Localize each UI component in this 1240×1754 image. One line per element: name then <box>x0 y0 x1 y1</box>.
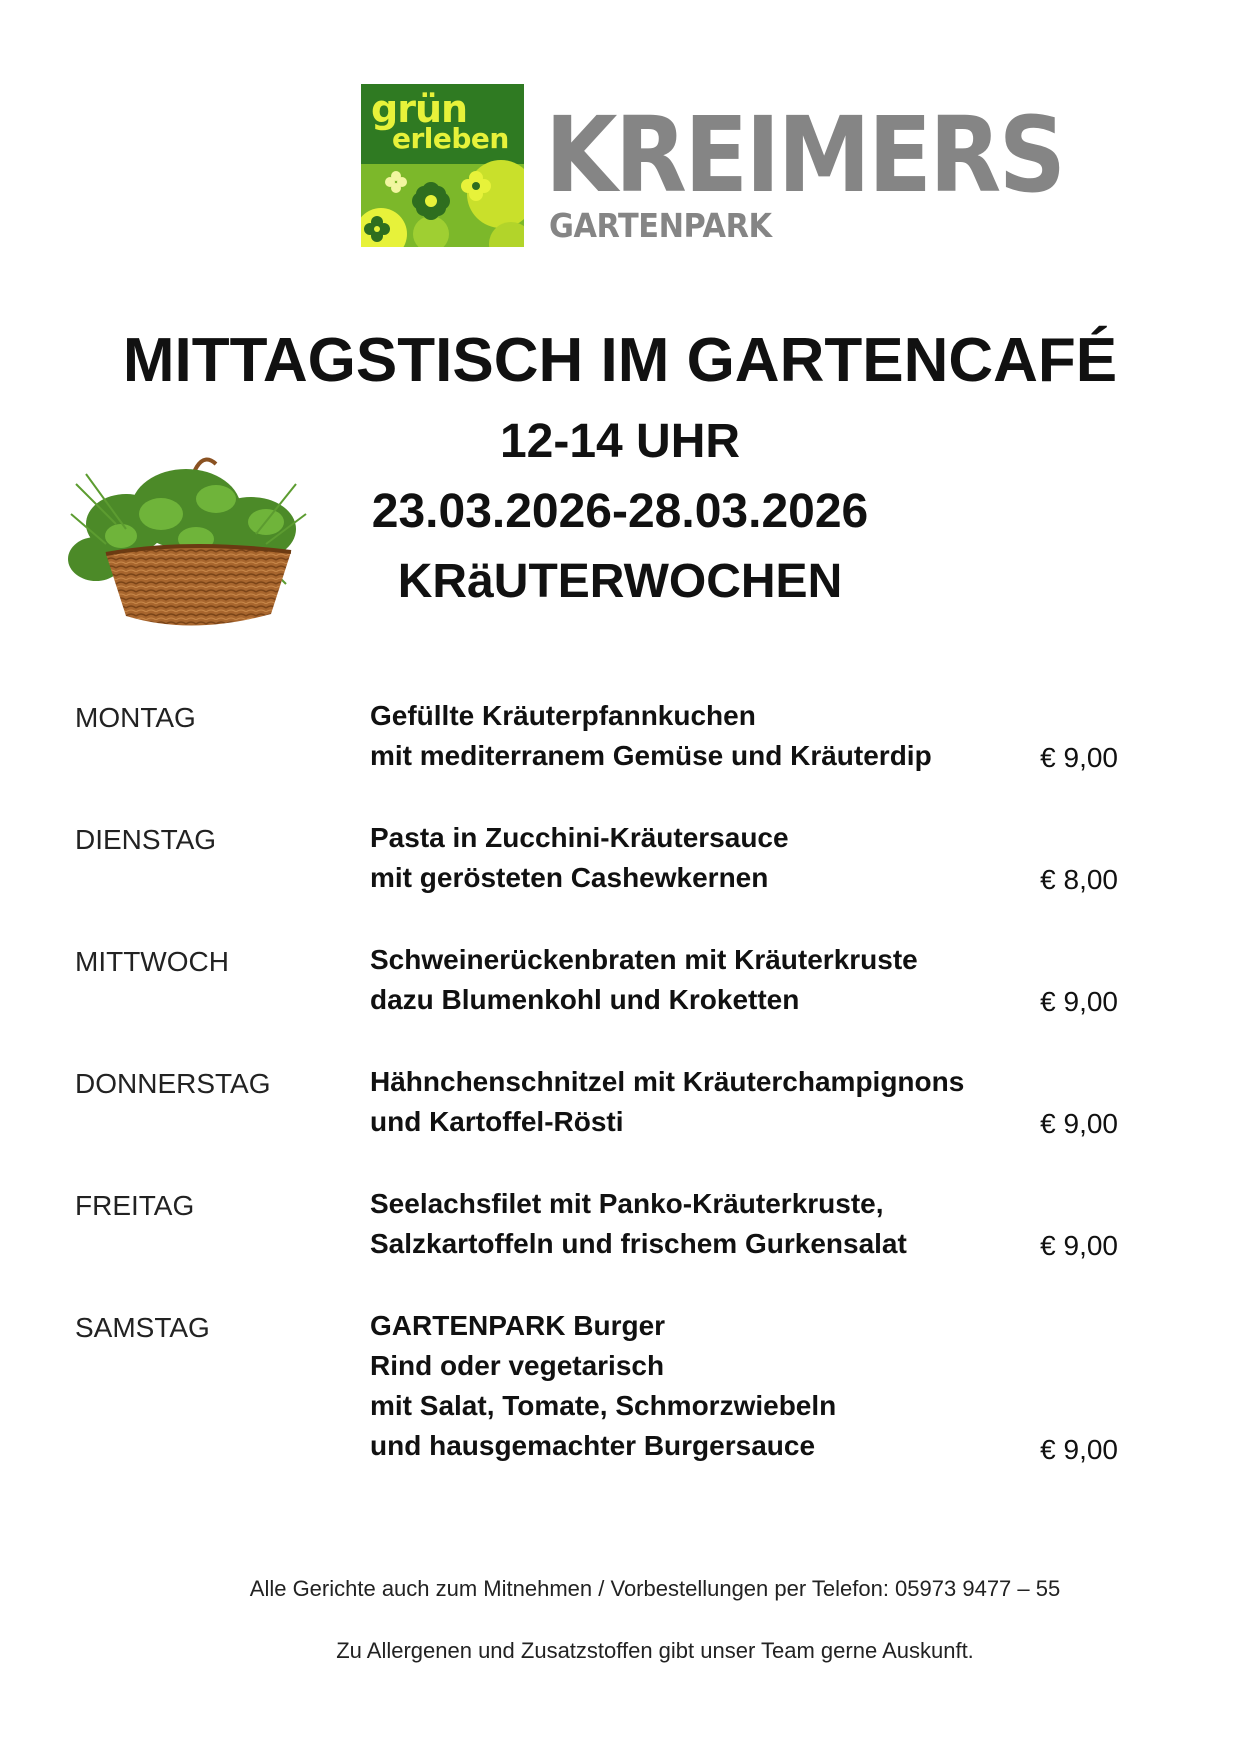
dish-line: GARTENPARK Burger <box>370 1310 666 1341</box>
dish-line: Rind oder vegetarisch <box>370 1350 665 1381</box>
dish-line: dazu Blumenkohl und Kroketten <box>370 984 800 1015</box>
day-label-samstag: SAMSTAG <box>75 1312 210 1343</box>
dish-mittwoch <box>370 940 918 1020</box>
logo-line-erleben: erleben <box>392 122 509 155</box>
dish-montag <box>370 696 932 776</box>
brand-subtitle: GARTENPARK <box>549 206 772 245</box>
day-label-mittwoch: MITTWOCH <box>75 946 229 977</box>
dish-line: mit gerösteten Cashewkernen <box>370 862 769 893</box>
dish-line: Gefüllte Kräuterpfannkuchen <box>370 700 756 731</box>
dish-line: Pasta in Zucchini-Kräutersauce <box>370 822 789 853</box>
price-samstag: € 9,00 <box>1040 1434 1118 1465</box>
dish-samstag <box>370 1306 836 1466</box>
brand-name: KREIMERS <box>545 94 1064 216</box>
price-freitag: € 9,00 <box>1040 1230 1118 1261</box>
dish-line: und Kartoffel-Rösti <box>370 1106 624 1137</box>
dish-donnerstag <box>370 1062 964 1142</box>
dish-line: mit Salat, Tomate, Schmorzwiebeln <box>370 1390 837 1421</box>
dish-line: Hähnchenschnitzel mit Kräuterchampignons <box>370 1066 965 1097</box>
dish-dienstag <box>370 818 789 898</box>
logo-tagline <box>371 87 509 155</box>
dish-line: Seelachsfilet mit Panko-Kräuterkruste, <box>370 1188 884 1219</box>
date-range: 23.03.2026-28.03.2026 <box>371 485 869 538</box>
day-label-montag: MONTAG <box>75 702 196 733</box>
herb-basket-image <box>66 444 312 636</box>
dish-line: Salzkartoffeln und frischem Gurkensalat <box>370 1228 907 1259</box>
price-dienstag: € 8,00 <box>1040 864 1118 895</box>
page-title: MITTAGSTISCH IM GARTENCAFÉ <box>122 326 1118 395</box>
dish-line: mit mediterranem Gemüse und Kräuterdip <box>370 740 932 771</box>
dish-line: und hausgemachter Burgersauce <box>370 1430 816 1461</box>
price-mittwoch: € 9,00 <box>1040 986 1118 1017</box>
dish-freitag <box>370 1184 907 1264</box>
price-donnerstag: € 9,00 <box>1040 1108 1118 1139</box>
brand-wordmark <box>545 94 1121 245</box>
day-label-freitag: FREITAG <box>75 1190 195 1221</box>
allergen-note: Zu Allergenen und Zusatzstoffen gibt unser Team gerne Auskunft. <box>336 1638 974 1663</box>
day-label-donnerstag: DONNERSTAG <box>75 1068 271 1099</box>
gruen-erleben-logo <box>361 84 524 247</box>
logo-line-gruen: grün <box>371 87 468 131</box>
day-label-dienstag: DIENSTAG <box>75 824 217 855</box>
theme-title: KRäUTERWOCHEN <box>397 555 843 608</box>
takeaway-note: Alle Gerichte auch zum Mitnehmen / Vorbestellungen per Telefon: 05973 9477 – 55 <box>249 1576 1061 1601</box>
opening-hours: 12-14 UHR <box>499 415 741 468</box>
dish-line: Schweinerückenbraten mit Kräuterkruste <box>370 944 918 975</box>
price-montag: € 9,00 <box>1040 742 1118 773</box>
